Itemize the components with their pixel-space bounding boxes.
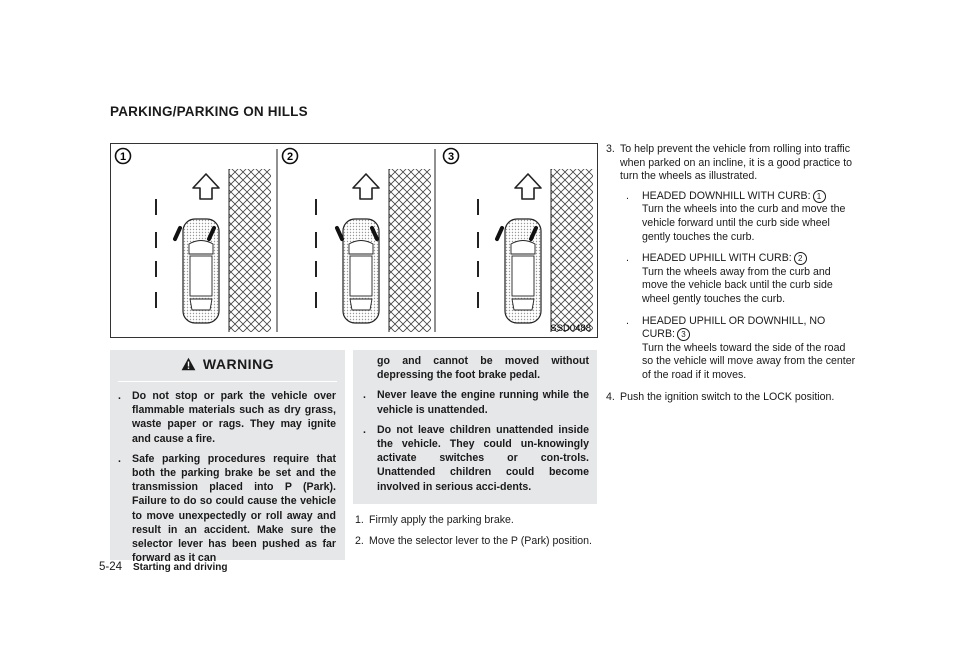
svg-text:3: 3 xyxy=(447,151,455,163)
svg-text:1: 1 xyxy=(119,151,127,163)
parking-illustration xyxy=(110,143,598,338)
marker-3: 3 xyxy=(677,328,690,341)
list-item: 1. Firmly apply the parking brake. xyxy=(355,514,514,526)
figure-marker-2 xyxy=(283,149,298,164)
svg-text:2: 2 xyxy=(286,151,294,163)
marker-2: 2 xyxy=(794,252,807,265)
list-item: go and cannot be moved without depressing the foot brake pedal. xyxy=(377,355,589,382)
figure-marker-1 xyxy=(116,149,131,164)
procedure-steps xyxy=(355,514,597,555)
warning-divider xyxy=(118,381,337,382)
section-title: PARKING/PARKING ON HILLS xyxy=(110,104,308,119)
warning-list-continued xyxy=(363,354,589,500)
marker-1: 1 xyxy=(813,190,826,203)
list-item: . Do not stop or park the vehicle over flammable materials such as dry grass, waste paper or rags. They may ignite and cause a fire. xyxy=(118,390,336,445)
warning-icon xyxy=(181,357,196,374)
list-item: 4. Push the ignition switch to the LOCK position. xyxy=(606,390,835,403)
list-item: . Never leave the engine running while the vehicle is unattended. xyxy=(363,389,589,416)
list-item: 3. To help prevent the vehicle from rolling into traffic when parked on an incline, it is a good practice to turn the wheels as illustrated. . HEADED DOWNHILL WITH CURB: 1 Turn the wheels into the curb and move the vehicle forward until the curb side wheel gently touches the curb. . HEADED UPHILL WITH CURB: 2 Turn the wheels away from the curb and move the vehicle back until the curb side wheel gently touches the curb. . HEADED UPHILL OR DOWNHILL, NO CURB: 3 Turn the wheels toward the side of the road so the vehicle will move away from the center of the road if it moves. xyxy=(606,143,856,381)
procedure-steps-continued xyxy=(606,143,856,411)
list-item: . Do not leave children unattended inside the vehicle. They could un-knowingly activate switches or con-trols. Unattended children could become involved in serious acci-dents. xyxy=(363,423,589,493)
chapter-title: Starting and driving xyxy=(133,562,228,573)
list-item: 2. Move the selector lever to the P (Park) position. xyxy=(355,534,592,547)
list-item: . HEADED DOWNHILL WITH CURB: 1 Turn the wheels into the curb and move the vehicle forward until the curb side wheel gently touches the curb. xyxy=(626,189,846,243)
warning-heading xyxy=(110,356,345,374)
figure-code: SSD0488 xyxy=(550,323,591,334)
list-item: . HEADED UPHILL WITH CURB: 2 Turn the wheels away from the curb and move the vehicle back until the curb side wheel gently touches the curb. xyxy=(626,252,833,305)
figure-marker-3 xyxy=(444,149,459,164)
warning-list xyxy=(118,389,336,571)
page-number: 5-24 xyxy=(99,561,123,573)
list-item: . HEADED UPHILL OR DOWNHILL, NO CURB: 3 Turn the wheels toward the side of the road so the vehicle will move away from the center of the road if it moves. xyxy=(626,314,856,381)
warning-title: WARNING xyxy=(202,356,275,372)
wheel-position-list xyxy=(620,190,856,383)
list-item: . Safe parking procedures require that both the parking brake be set and the transmission placed into P (Park). Failure to do so could cause the vehicle to move unexpectedly or roll away and result in an accident. Make sure the selector lever has been pushed as far forward as it can xyxy=(118,452,336,565)
